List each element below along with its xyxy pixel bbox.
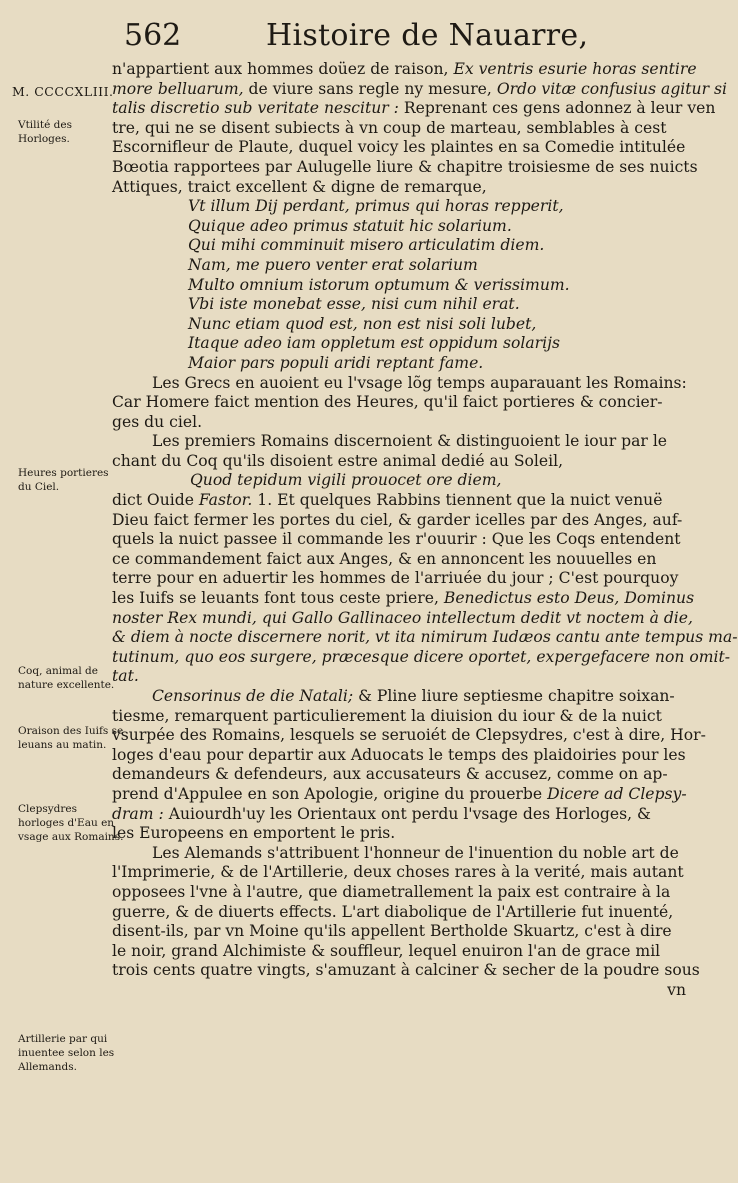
- text-line: prend d'Appulee en son Apologie, origine du prouerbe Dicere ad Clepsy-: [112, 784, 687, 803]
- margin-note-horloges: Vtilité des Horloges.: [18, 119, 72, 145]
- margin-note-oraison: Oraison des Iuifs se leuans au matin.: [18, 725, 124, 751]
- verse-line: Maior pars populi aridi reptant fame.: [188, 353, 484, 372]
- margin-note-clepsydres: Clepsydres horloges d'Eau en vsage aux Romains.: [18, 803, 124, 843]
- text-line: le noir, grand Alchimiste & souffleur, lequel enuiron l'an de grace mil: [112, 941, 661, 960]
- verse-line: Multo omnium istorum optumum & verissimum.: [188, 275, 570, 294]
- page-header: [0, 14, 700, 64]
- text-line: terre pour en aduertir les hommes de l'arriuée du jour ; C'est pourquoy: [112, 569, 679, 588]
- text-line: demandeurs & defendeurs, aux accusateurs & accusez, comme on ap-: [112, 765, 668, 784]
- quote-line: Quod tepidum vigili prouocet ore diem,: [190, 471, 502, 490]
- page-number: 562: [124, 18, 182, 53]
- text-line: ges du ciel.: [112, 412, 203, 431]
- verse-line: Qui mihi comminuit misero articulatim diem.: [188, 236, 545, 255]
- text-line: disent-ils, par vn Moine qu'ils appellent Bertholde Skuartz, c'est à dire: [112, 922, 672, 941]
- text-line: Escornifleur de Plaute, duquel voicy les plaintes en sa Comedie intitulée: [112, 138, 686, 157]
- text-line: noster Rex mundi, qui Gallo Gallinaceo intellectum dedit vt noctem à die,: [112, 608, 693, 627]
- text-line: guerre, & de diuerts effects. L'art diabolique de l'Artillerie fut inuenté,: [112, 902, 674, 921]
- verse-line: Vbi iste monebat esse, nisi cum nihil erat.: [188, 295, 520, 314]
- text-line: les Europeens en emportent le pris.: [112, 824, 396, 843]
- verse-line: Nam, me puero venter erat solarium: [188, 255, 478, 274]
- text-line: chant du Coq qu'ils disoient estre animal dedié au Soleil,: [112, 451, 564, 470]
- text-line: Censorinus de die Natali; & Pline liure septiesme chapitre soixan-: [152, 687, 675, 705]
- text-line: tutinum, quo eos surgere, præcesque dicere oportet, expergefacere non omit-: [112, 647, 731, 666]
- verse-line: Vt illum Dij perdant, primus qui horas repperit,: [188, 197, 564, 216]
- text-line: Dieu faict fermer les portes du ciel, & garder icelles par des Anges, auf-: [112, 510, 683, 529]
- text-line: Les Grecs en auoient eu l'vsage lõg temps auparauant les Romains:: [152, 373, 687, 392]
- text-line: opposees l'vne à l'autre, que diametrallement la paix est contraire à la: [112, 882, 671, 901]
- margin-note-heures: Heures portieres du Ciel.: [18, 467, 109, 493]
- text-line: les Iuifs se leuants font tous ceste priere, Benedictus esto Deus, Dominus: [112, 589, 695, 608]
- catchword: vn: [667, 980, 686, 999]
- text-line: Bœotia rapportees par Aulugelle liure & chapitre troisiesme de ses nuicts: [112, 157, 698, 176]
- text-line: tre, qui ne se disent subiects à vn coup de marteau, semblables à cest: [112, 118, 667, 137]
- text-line: tiesme, remarquent particulierement la diuision du iour & de la nuict: [112, 706, 662, 725]
- text-line: dict Ouide Fastor. 1. Et quelques Rabbins tiennent que la nuict venuë: [112, 491, 663, 510]
- body-text: [112, 60, 738, 1001]
- text-line: l'Imprimerie, & de l'Artillerie, deux choses rares à la verité, mais autant: [112, 863, 684, 882]
- text-line: n'appartient aux hommes doüez de raison, Ex ventris esurie horas sentire: [112, 60, 697, 78]
- text-line: & diem à nocte discernere norit, vt ita nimirum Iudæos cantu ante tempus ma-: [112, 628, 738, 647]
- text-line: loges d'eau pour departir aux Aduocats le temps des plaidoiries pour les: [112, 745, 686, 764]
- text-line: Attiques, traict excellent & digne de remarque,: [112, 177, 487, 196]
- verse-line: Quique adeo primus statuit hic solarium.: [188, 216, 512, 235]
- margin-note-artillerie: Artillerie par qui inuentee selon les Allemands.: [18, 1033, 115, 1073]
- verse-line: Nunc etiam quod est, non est nisi soli lubet,: [188, 314, 537, 333]
- text-line: Les Alemands s'attribuent l'honneur de l'inuention du noble art de: [152, 843, 679, 862]
- year-marker: M. CCCCXLIII.: [12, 84, 114, 99]
- text-line: trois cents quatre vingts, s'amuzant à calciner & secher de la poudre sous: [112, 961, 700, 980]
- verse-line: Itaque adeo iam oppletum est oppidum solarijs: [188, 334, 560, 353]
- text-line: dram : Auiourdh'uy les Orientaux ont perdu l'vsage des Horloges, &: [112, 804, 651, 823]
- text-line: ce commandement faict aux Anges, & en annoncent les nouuelles en: [112, 549, 657, 568]
- text-line: more belluarum, de viure sans regle ny mesure, Ordo vitæ confusius agitur si: [112, 79, 728, 98]
- margin-note-coq: Coq, animal de nature excellente.: [18, 665, 115, 691]
- text-line: Les premiers Romains discernoient & distinguoient le iour par le: [152, 432, 668, 451]
- text-line: vsurpée des Romains, lesquels se seruoiét de Clepsydres, c'est à dire, Hor-: [112, 726, 706, 745]
- text-line: talis discretio sub veritate nescitur : Reprenant ces gens adonnez à leur ven: [112, 99, 716, 118]
- text-line: Car Homere faict mention des Heures, qu'il faict portieres & concier-: [112, 393, 663, 412]
- text-line: tat.: [112, 667, 139, 686]
- text-line: quels la nuict passee il commande les r'ouurir : Que les Coqs entendent: [112, 530, 681, 549]
- running-title: Histoire de Nauarre,: [266, 18, 589, 53]
